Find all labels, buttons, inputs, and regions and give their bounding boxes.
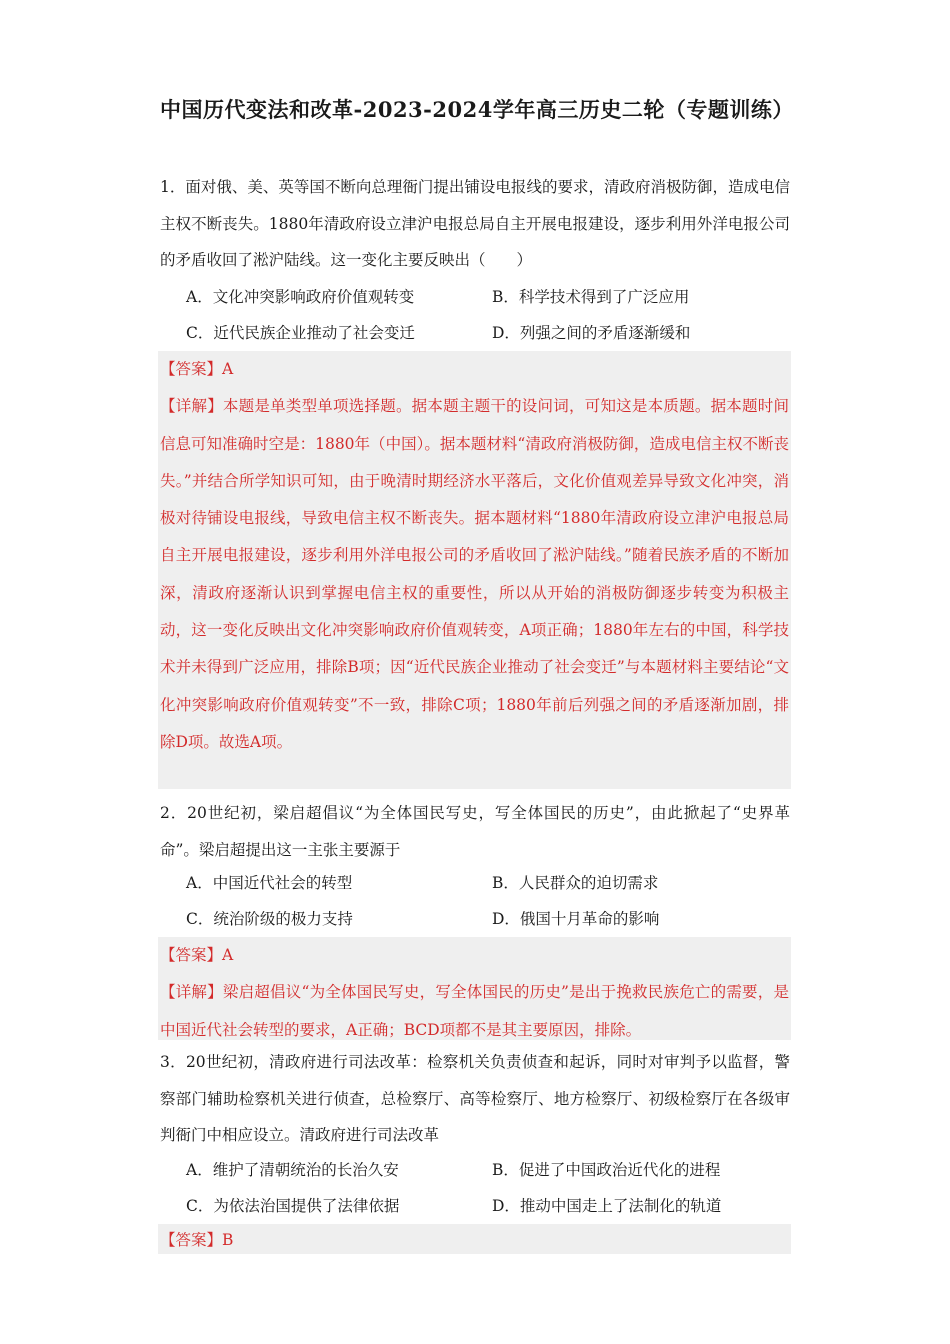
q2-option-c: C．统治阶级的极力支持	[186, 909, 353, 928]
q3-option-c: C．为依法治国提供了法律依据	[186, 1196, 400, 1215]
q3-option-a: A．维护了清朝统治的长治久安	[186, 1161, 399, 1179]
q1-analysis: 【详解】本题是单类型单项选择题。据本题主题干的设问词，可知这是本质题。据本题时间信息可知准确时空是：1880年（中国）。据本题材料“清政府消极防御，造成电信主权不断丧失。”并结合所学知识可知，由于晚清时期经济水平落后，文化价值观差异导致文化冲突，消极对待铺设电报线，导致电信主权不断丧失。据本题材料“1880年清政府设立津沪电报总局自主开展电报建设，逐步利用外洋电报公司的矛盾收回了淞沪陆线。”随着民族矛盾的不断加深，清政府逐渐认识到掌握电信主权的重要性，所以从开始的消极防御逐步转变为积极主动，这一变化反映出文化冲突影响政府价值观转变，A项正确；1880年左右的中国，科学技术并未得到广泛应用，排除B项；因“近代民族企业推动了社会变迁”与本题材料主要结论“文化冲突影响政府价值观转变”不一致，排除C项；1880年前后列强之间的矛盾逐渐加剧，排除D项。故选A项。	[160, 397, 789, 751]
question-2-stem: 2．20世纪初，梁启超倡议“为全体国民写史，写全体国民的历史”，由此掀起了“史界革命”。梁启超提出这一主张主要源于	[160, 804, 790, 859]
question-3-stem: 3．20世纪初，清政府进行司法改革：检察机关负责侦查和起诉，同时对审判予以监督，警察部门辅助检察机关进行侦查，总检察厅、高等检察厅、地方检察厅、初级检察厅在各级审判衙门中相应设立。清政府进行司法改革	[160, 1053, 790, 1144]
question-3-options	[186, 1153, 790, 1224]
q1-option-a: A．文化冲突影响政府价值观转变	[186, 288, 415, 306]
q1-answer: 【答案】A	[160, 360, 234, 378]
q2-option-a: A．中国近代社会的转型	[186, 874, 353, 892]
q1-answer-block	[158, 351, 791, 789]
q2-answer-block	[158, 937, 791, 1040]
document-title: 中国历代变法和改革-2023-2024学年高三历史二轮（专题训练）	[160, 97, 794, 122]
q2-answer: 【答案】A	[160, 946, 234, 964]
q2-option-b: B．人民群众的迫切需求	[492, 874, 659, 892]
q3-answer: 【答案】B	[160, 1231, 234, 1249]
question-1-stem: 1．面对俄、美、英等国不断向总理衙门提出铺设电报线的要求，清政府消极防御，造成电信主权不断丧失。1880年清政府设立津沪电报总局自主开展电报建设，逐步利用外洋电报公司的矛盾收回了淞沪陆线。这一变化主要反映出（ ）	[160, 178, 790, 269]
q3-option-d: D．推动中国走上了法制化的轨道	[492, 1196, 722, 1215]
q3-answer-block	[158, 1224, 791, 1254]
q3-option-b: B．促进了中国政治近代化的进程	[492, 1161, 721, 1179]
q1-option-d: D．列强之间的矛盾逐渐缓和	[492, 323, 691, 342]
q2-option-d: D．俄国十月革命的影响	[492, 909, 660, 928]
q1-option-b: B．科学技术得到了广泛应用	[492, 288, 690, 306]
question-1-options	[186, 280, 790, 351]
q1-option-c: C．近代民族企业推动了社会变迁	[186, 323, 415, 342]
question-2-options	[186, 866, 790, 937]
q2-analysis: 【详解】梁启超倡议“为全体国民写史，写全体国民的历史”是出于挽救民族危亡的需要，是中国近代社会转型的要求，A正确；BCD项都不是其主要原因，排除。	[160, 983, 789, 1039]
